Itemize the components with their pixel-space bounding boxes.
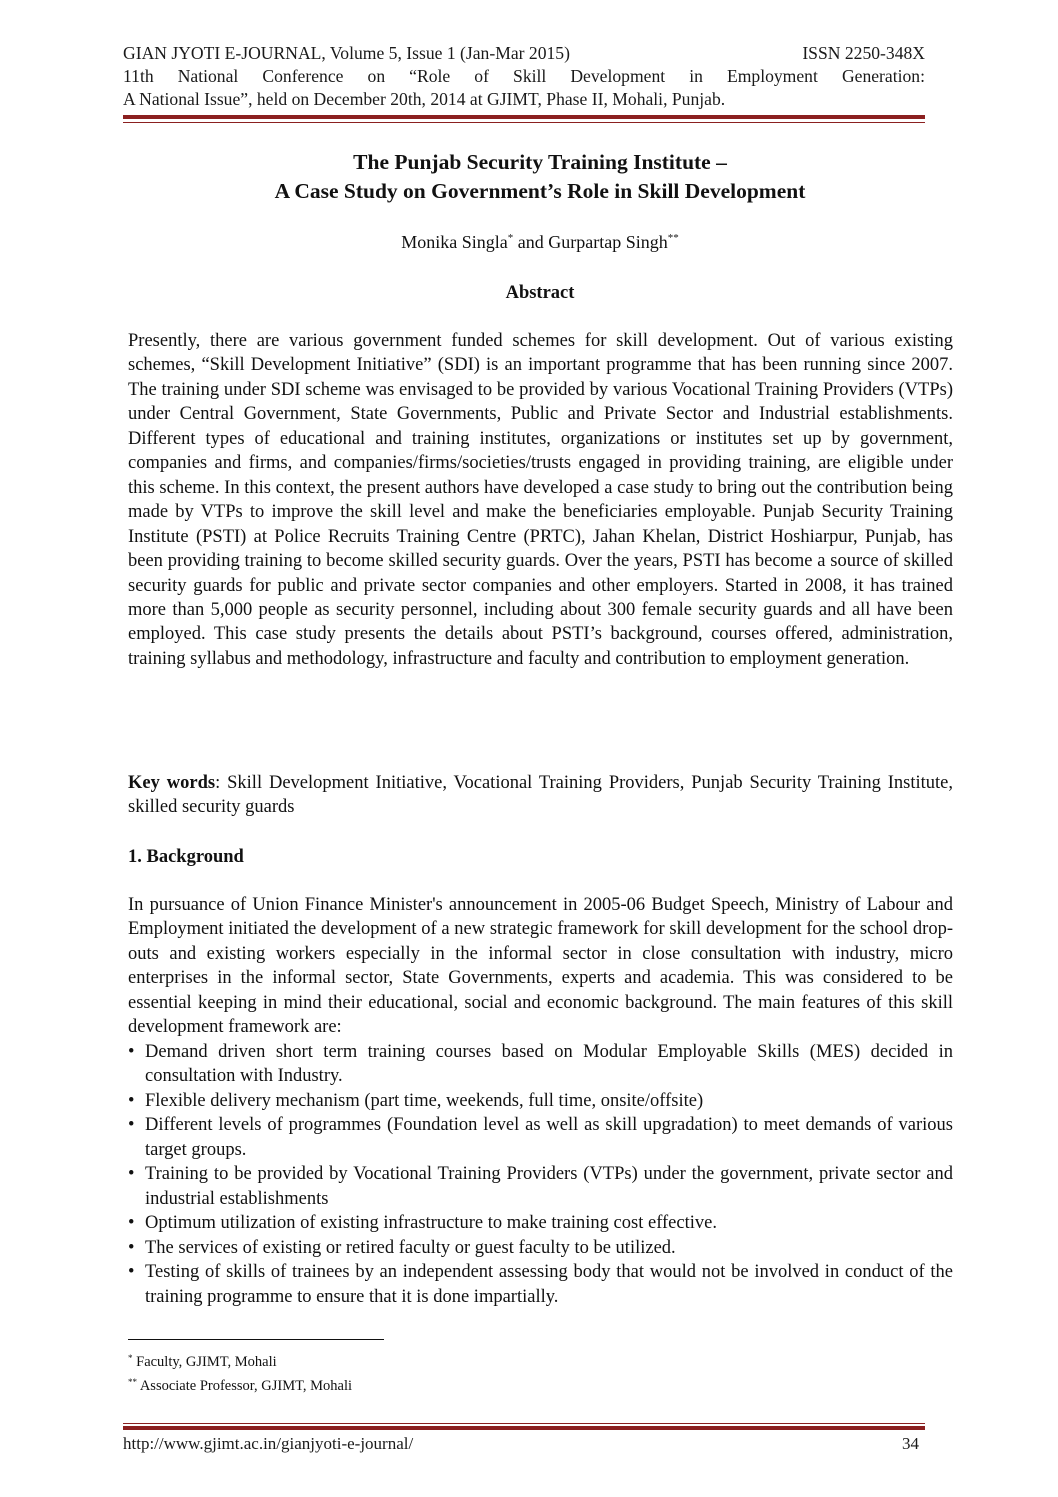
bullet-icon: •: [128, 1042, 135, 1062]
bullet-icon: •: [128, 1213, 135, 1234]
features-list: [128, 1040, 953, 1309]
footnote-1-text: Faculty, GJIMT, Mohali: [132, 1354, 277, 1370]
footnote-2-text: Associate Professor, GJIMT, Mohali: [137, 1378, 353, 1394]
author-2: Gurpartap Singh: [548, 232, 668, 252]
footer-rule-thin: [123, 1423, 925, 1424]
list-item-text: Demand driven short term training courses based on Modular Employable Skills (MES) decided in consultation with Industry.: [145, 1042, 953, 1087]
paper-title: [123, 148, 957, 206]
list-item: [128, 1040, 953, 1089]
title-line-1: The Punjab Security Training Institute –: [353, 150, 727, 174]
list-item-text: Flexible delivery mechanism (part time, weekends, full time, onsite/offsite): [145, 1090, 704, 1111]
title-line-2: A Case Study on Government’s Role in Skill Development: [274, 179, 806, 203]
list-item-text: Training to be provided by Vocational Training Providers (VTPs) under the government, private sector and industrial establishments: [145, 1164, 953, 1209]
bullet-icon: •: [128, 1090, 135, 1111]
conference-line-2: A National Issue”, held on December 20th, 2014 at GJIMT, Phase II, Mohali, Punjab.: [123, 89, 726, 109]
abstract-heading: Abstract: [505, 283, 575, 303]
author-line: [123, 230, 957, 254]
keywords-label: Key words: [128, 773, 216, 793]
list-item-text: Optimum utilization of existing infrastructure to make training cost effective.: [145, 1213, 717, 1234]
background-paragraph: In pursuance of Union Finance Minister's announcement in 2005-06 Budget Speech, Ministry of Labour and Employment initiated the development of a new strategic framework for skill development for the school drop-outs and existing workers especially in the informal sector in close consultation with industry, micro enterprises in the informal sector, State Governments, experts and academia. This was considered to be essential keeping in mind their educational, social and economic background. The main features of this skill development framework are:: [128, 895, 953, 1038]
keywords: [128, 771, 953, 820]
keywords-text: : Skill Development Initiative, Vocational Training Providers, Punjab Security Training Institute, skilled security guards: [128, 773, 953, 818]
footer-rule-thick: [123, 1426, 925, 1430]
author-connector: and: [513, 232, 549, 252]
journal-name: GIAN JYOTI E-JOURNAL, Volume 5, Issue 1 (Jan-Mar 2015): [123, 43, 570, 63]
issn: ISSN 2250-348X: [802, 43, 925, 63]
author-2-mark: **: [667, 232, 679, 244]
bullet-icon: •: [128, 1164, 135, 1185]
footnote-2: [128, 1374, 352, 1398]
list-item: [128, 1211, 953, 1235]
list-item: [128, 1113, 953, 1162]
page-number: 34: [902, 1434, 919, 1453]
bullet-icon: •: [128, 1237, 135, 1258]
journal-url-link[interactable]: http://www.gjimt.ac.in/gianjyoti-e-journal/: [123, 1434, 414, 1453]
footnote-separator: [128, 1339, 384, 1340]
list-item: [128, 1089, 953, 1113]
list-item: [128, 1162, 953, 1211]
footnote-1: [128, 1350, 352, 1374]
bullet-icon: •: [128, 1262, 135, 1283]
author-1-mark: *: [507, 232, 514, 244]
section-heading-background: 1. Background: [128, 847, 244, 867]
running-footer: [123, 1433, 919, 1455]
list-item-text: Different levels of programmes (Foundation level as well as skill upgradation) to meet demands of various target groups.: [145, 1115, 953, 1160]
footnote-1-mark: *: [128, 1353, 133, 1363]
footnotes: [128, 1350, 352, 1398]
list-item: [128, 1236, 953, 1260]
running-header: [123, 42, 925, 111]
abstract-body: Presently, there are various government funded schemes for skill development. Out of various existing schemes, “Skill Development Initiative” (SDI) is an important programme that has been running since 2007. The training under SDI scheme was envisaged to be provided by various Vocational Training Providers (VTPs) under Central Government, State Governments, Public and Private Sector and Industrial establishments. Different types of educational and training institutes, organizations or institutes set up by government, companies and firms, and companies/firms/societies/trusts engaged in providing training, are eligible under this scheme. In this context, the present authors have developed a case study to bring out the contribution being made by VTPs to improve the skill level and make the beneficiaries employable. Punjab Security Training Institute (PSTI) at Police Recruits Training Centre (PRTC), Jahan Khelan, District Hoshiarpur, Punjab, has been providing training to become skilled security guards. Over the years, PSTI has become a source of skilled security guards for public and private sector companies and other employers. Started in 2008, it has trained more than 5,000 people as security personnel, including about 300 female security guards and all have been employed. This case study presents the details about PSTI’s background, courses offered, administration, training syllabus and methodology, infrastructure and faculty and contribution to employment generation.: [128, 331, 953, 669]
conference-line-1: 11th National Conference on “Role of Skill Development in Employment Generation:: [123, 66, 925, 86]
author-1: Monika Singla: [401, 232, 508, 252]
header-rule-thick: [123, 115, 925, 119]
list-item-text: Testing of skills of trainees by an independent assessing body that would not be involved in conduct of the training programme to ensure that it is done impartially.: [145, 1262, 953, 1307]
list-item: [128, 1260, 953, 1309]
footnote-2-mark: **: [128, 1377, 137, 1387]
bullet-icon: •: [128, 1115, 135, 1136]
header-rule-thin: [123, 122, 925, 123]
list-item-text: The services of existing or retired faculty or guest faculty to be utilized.: [145, 1237, 676, 1258]
